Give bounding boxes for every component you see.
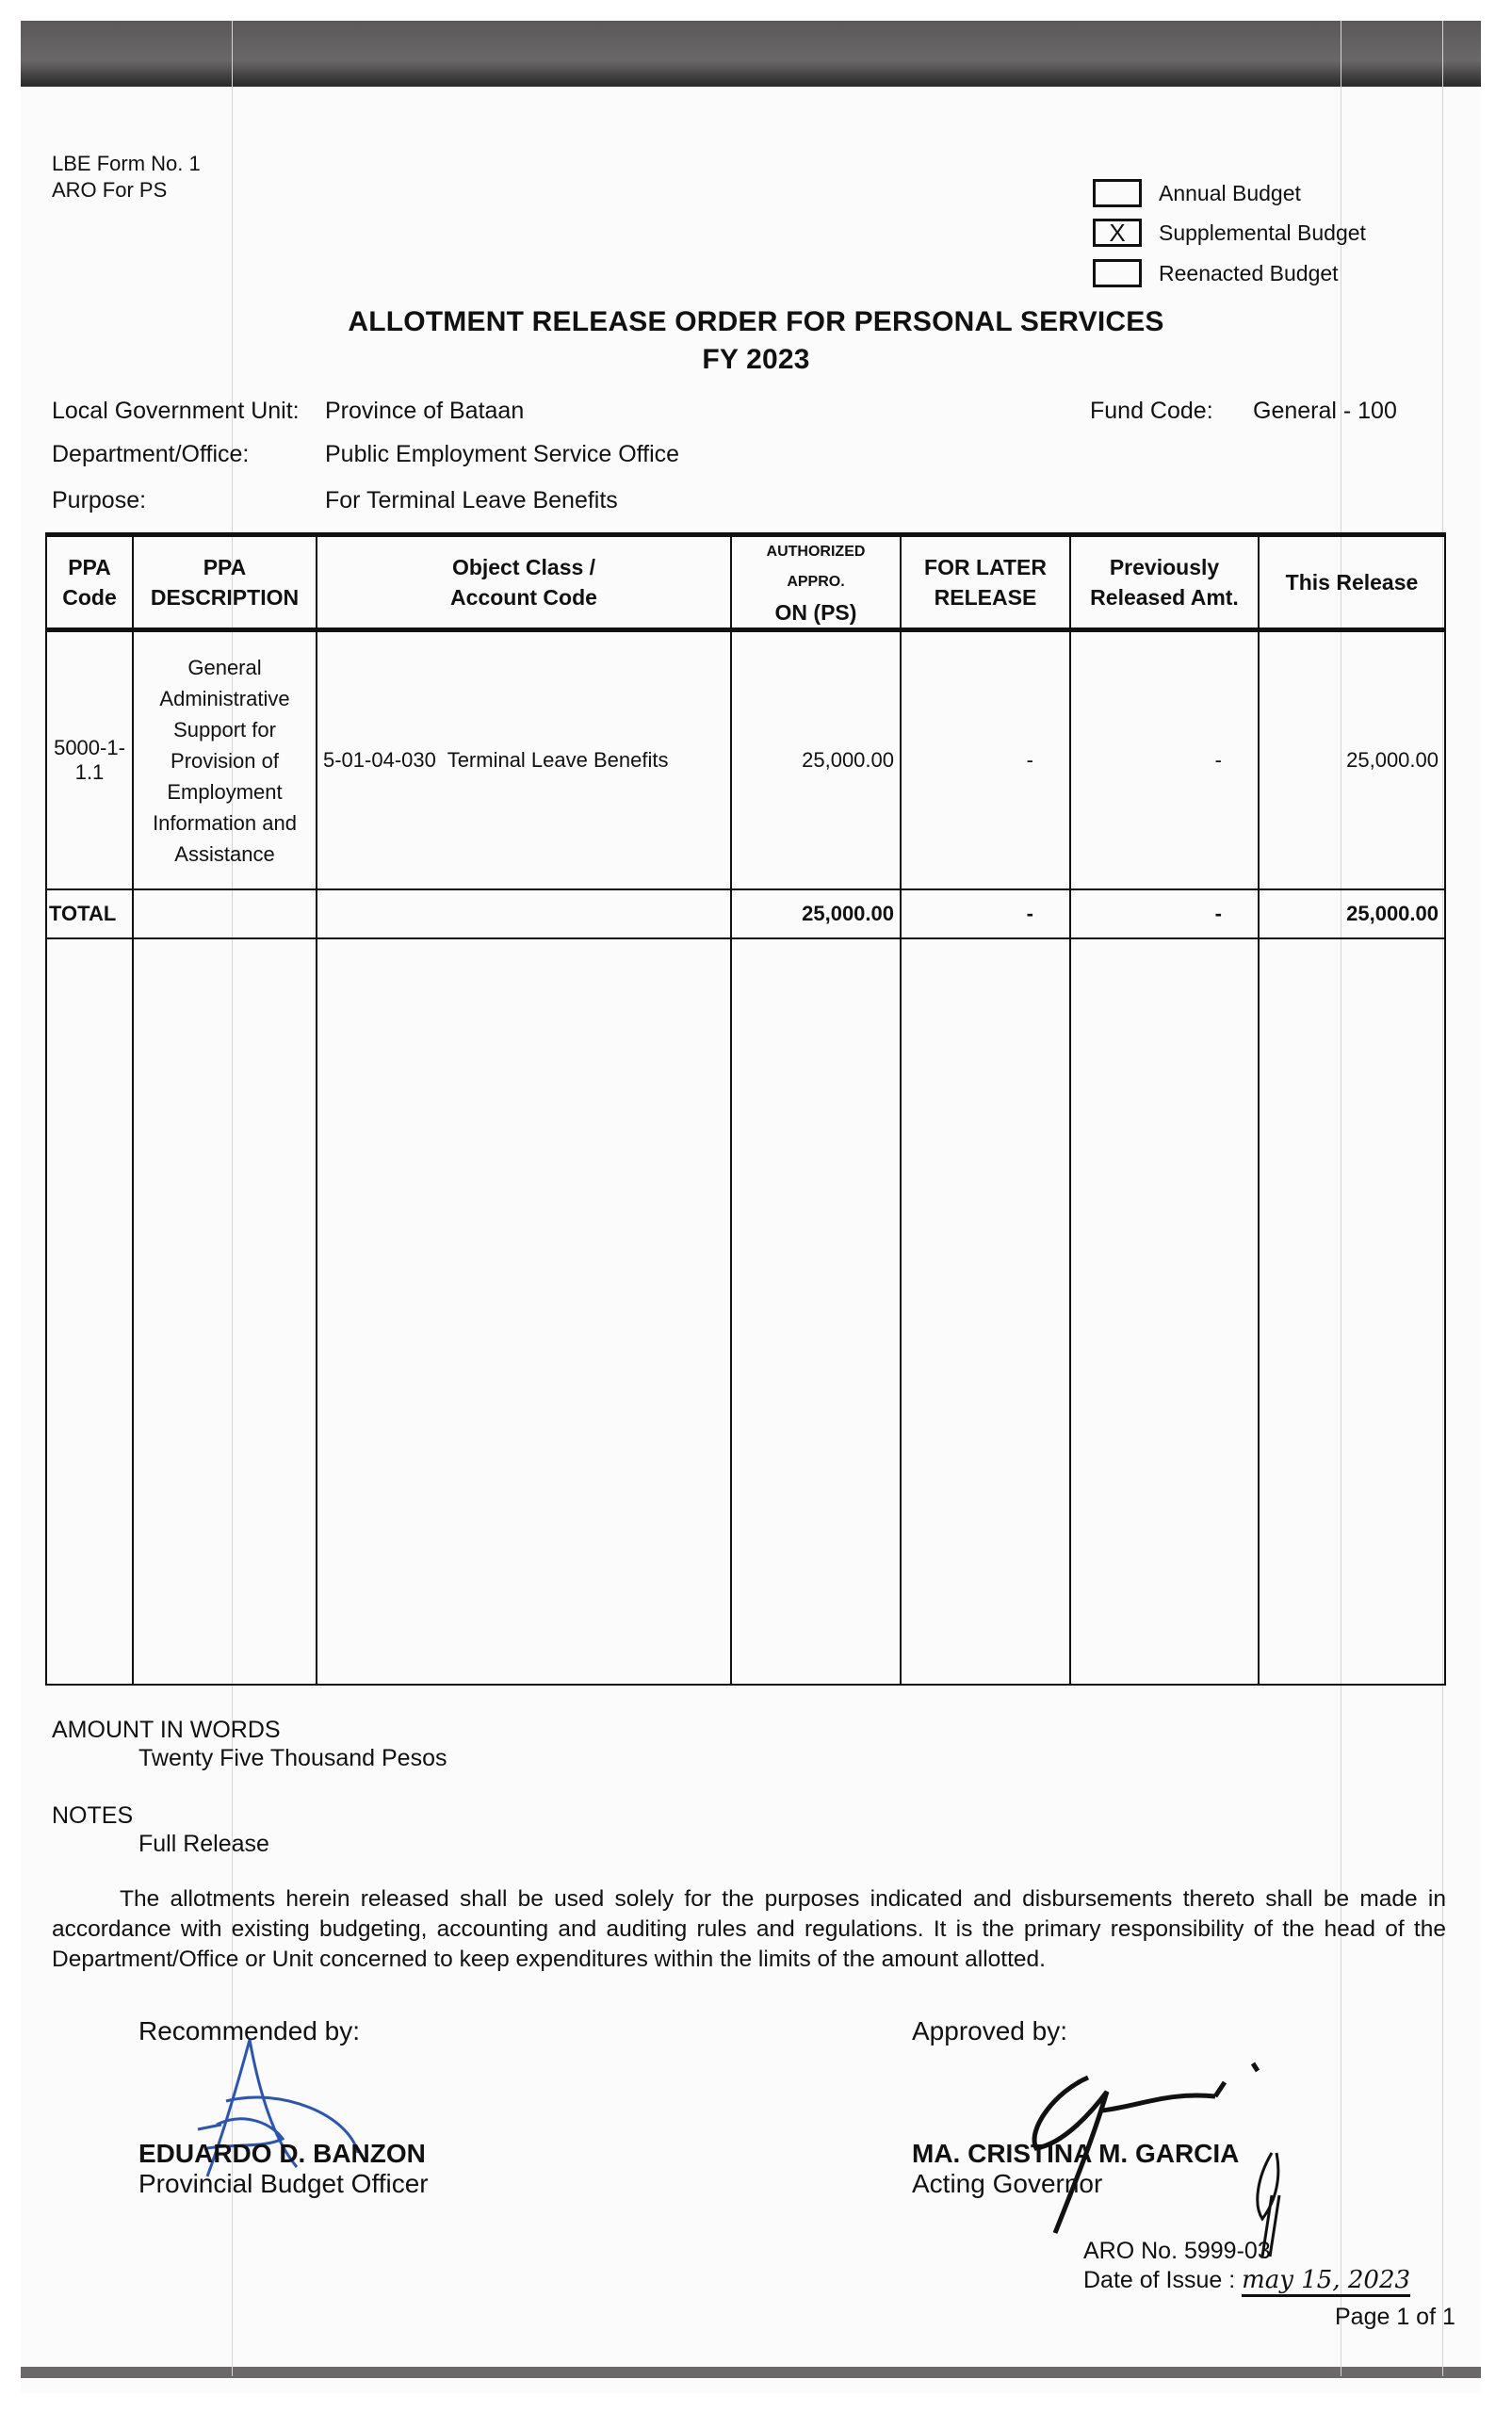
blank-cell <box>901 938 1070 1685</box>
approver-title: Acting Governor <box>912 2169 1103 2198</box>
blank-cell <box>317 938 731 1685</box>
scan-border-bottom <box>21 2367 1481 2378</box>
lgu-value: Province of Bataan <box>325 398 525 424</box>
blank-cell <box>1070 938 1259 1685</box>
checkbox-checked[interactable]: X <box>1093 219 1142 247</box>
recommended-by-label: Recommended by: <box>138 2016 361 2045</box>
blank-cell <box>46 938 133 1685</box>
table-total-row <box>46 889 1445 938</box>
total-authorized-appropriation: 25,000.00 <box>731 889 901 938</box>
cell-previously-released: - <box>1070 630 1259 890</box>
checkbox[interactable] <box>1093 259 1142 287</box>
approver-name: MA. CRISTINA M. GARCIA <box>912 2139 1240 2168</box>
table-header-row <box>46 535 1445 630</box>
date-of-issue-value: may 15, 2023 <box>1242 2266 1410 2297</box>
purpose-value: For Terminal Leave Benefits <box>325 487 618 513</box>
total-empty-cell <box>317 889 731 938</box>
fiscal-year: FY 2023 <box>702 344 810 375</box>
date-of-issue <box>1083 2266 1410 2297</box>
notes-label: NOTES <box>52 1802 134 1829</box>
department-value: Public Employment Service Office <box>325 441 680 467</box>
budget-option-supplemental[interactable] <box>1093 219 1366 247</box>
header-for-later-release: FOR LATER RELEASE <box>901 535 1070 630</box>
blank-cell <box>731 938 901 1685</box>
form-type: ARO For PS <box>52 178 168 202</box>
cell-this-release: 25,000.00 <box>1259 630 1445 890</box>
blank-cell <box>1259 938 1445 1685</box>
total-previously-released: - <box>1070 889 1259 938</box>
aro-number: ARO No. 5999-03 <box>1083 2238 1271 2264</box>
date-of-issue-label: Date of Issue : <box>1083 2267 1236 2293</box>
cell-account-code: 5-01-04-030 Terminal Leave Benefits <box>317 630 731 890</box>
total-empty-cell <box>133 889 317 938</box>
fund-code-value: General - 100 <box>1253 398 1397 424</box>
form-identifier <box>52 151 201 204</box>
lgu-label: Local Government Unit: <box>52 398 300 424</box>
budget-option-annual[interactable] <box>1093 179 1301 207</box>
document-title: ALLOTMENT RELEASE ORDER FOR PERSONAL SERVICES <box>348 306 1164 337</box>
cell-for-later-release: - <box>901 630 1070 890</box>
header-this-release: This Release <box>1259 535 1445 630</box>
total-for-later-release: - <box>901 889 1070 938</box>
cell-ppa-description: General Administrative Support for Provision of Employment Information and Assistance <box>133 630 317 890</box>
cell-ppa-code: 5000-1-1.1 <box>46 630 133 890</box>
fund-code-label: Fund Code: <box>1090 398 1213 424</box>
blank-cell <box>133 938 317 1685</box>
checkbox[interactable] <box>1093 179 1142 207</box>
page-indicator: Page 1 of 1 <box>1335 2304 1455 2330</box>
checkbox-label: Reenacted Budget <box>1159 260 1339 285</box>
department-label: Department/Office: <box>52 441 250 467</box>
cell-authorized-appropriation: 25,000.00 <box>731 630 901 890</box>
allotment-table <box>45 532 1446 1686</box>
table-blank-row <box>46 938 1445 1685</box>
header-authorized-appropriation: AUTHORIZED APPRO. ON (PS) <box>731 535 901 630</box>
disclaimer-paragraph: The allotments herein released shall be used solely for the purposes indicated and disbursements thereto shall be made in accordance with existing budgeting, accounting and auditing rules and regulations. It is the primary responsibility of the head of the Department/Office or Unit concerned to keep expenditures within the limits of the amount allotted. <box>52 1886 1446 1972</box>
checkbox-label: Annual Budget <box>1159 180 1301 205</box>
amount-in-words-value: Twenty Five Thousand Pesos <box>138 1745 447 1771</box>
approved-by-label: Approved by: <box>912 2016 1067 2045</box>
total-label: TOTAL <box>46 889 133 938</box>
amount-in-words-label: AMOUNT IN WORDS <box>52 1717 281 1743</box>
budget-option-reenacted[interactable] <box>1093 259 1339 287</box>
checkbox-label: Supplemental Budget <box>1159 220 1366 245</box>
form-number: LBE Form No. 1 <box>52 152 201 175</box>
header-ppa-description: PPA DESCRIPTION <box>133 535 317 630</box>
scan-border-top <box>21 21 1481 87</box>
notes-value: Full Release <box>138 1831 269 1857</box>
header-previously-released: Previously Released Amt. <box>1070 535 1259 630</box>
recommender-name: EDUARDO D. BANZON <box>138 2139 426 2168</box>
header-ppa-code: PPA Code <box>46 535 133 630</box>
total-this-release: 25,000.00 <box>1259 889 1445 938</box>
purpose-label: Purpose: <box>52 487 147 513</box>
header-object-class: Object Class / Account Code <box>317 535 731 630</box>
table-row <box>46 630 1445 890</box>
recommender-title: Provincial Budget Officer <box>138 2169 429 2198</box>
